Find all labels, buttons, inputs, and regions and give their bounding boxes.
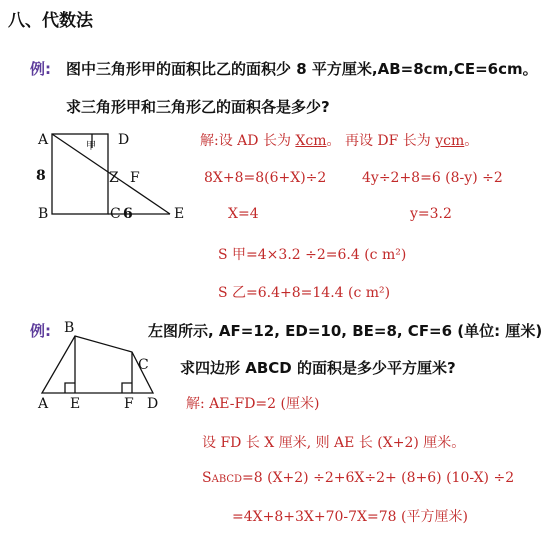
area-symbol: S [202,470,212,486]
point-b2-label: B [64,320,75,336]
area-yi: S 乙=6.4+8=14.4 (c m²) [218,285,391,301]
equation-2: 4y÷2+8=6 (8-y) ÷2 [362,170,503,186]
result-x: X=4 [228,206,259,222]
example2-solution-3 [202,470,514,486]
point-d2-label: D [147,396,159,412]
triangle-jia-label: 甲 [86,141,96,152]
point-z-label: Z [109,170,119,186]
variable-x: Xcm [295,133,327,149]
point-f2-label: F [124,396,134,412]
right-angle-f [122,383,132,393]
result-y: y=3.2 [410,206,452,222]
point-f-label: F [130,170,140,186]
setup-prefix: 解:设 AD 长为 [200,133,296,149]
side-ab-value: 8 [36,168,46,184]
point-c-label: C [110,206,121,222]
rectangle-abcd [52,134,108,214]
point-a-label: A [38,132,49,148]
setup-end: 。 [464,133,479,149]
example2-solution-4: =4X+8+3X+70-7X=78 (平方厘米) [232,509,468,525]
example2-solution-2: 设 FD 长 X 厘米, 则 AE 长 (X+2) 厘米。 [202,435,466,451]
point-b-label: B [38,206,49,222]
example1-problem-line1: 图中三角形甲的面积比乙的面积少 8 平方厘米,AB=8cm,CE=6cm。 [66,60,538,78]
section-heading: 八、代数法 [8,11,93,31]
right-angle-e [65,383,75,393]
example1-solution-setup [200,130,478,150]
example2-label: 例: [30,322,51,340]
example1-label: 例: [30,60,51,78]
example2-question: 求四边形 ABCD 的面积是多少平方厘米? [180,359,456,377]
point-e2-label: E [70,396,81,412]
example2-solution-1: 解: AE-FD=2 (厘米) [186,396,320,412]
example2-figure [42,336,153,393]
area-subscript: ABCD [211,474,243,485]
example1-problem-line2: 求三角形甲和三角形乙的面积各是多少? [66,98,330,116]
point-e-label: E [174,206,185,222]
point-d-label: D [118,132,130,148]
example2-given: 左图所示, AF=12, ED=10, BE=8, CF=6 (单位: 厘米) [148,322,543,340]
quadrilateral-abcd [42,336,153,393]
setup-middle: 。 再设 DF 长为 [326,133,436,149]
variable-y: ycm [435,133,465,149]
area-expression: =8 (X+2) ÷2+6X÷2+ (8+6) (10-X) ÷2 [242,470,515,486]
equation-1: 8X+8=8(6+X)÷2 [204,170,327,186]
point-a2-label: A [38,396,49,412]
segment-ce-value: 6 [123,206,133,222]
area-jia: S 甲=4×3.2 ÷2=6.4 (c m²) [218,247,407,263]
point-c2-label: C [138,357,149,373]
